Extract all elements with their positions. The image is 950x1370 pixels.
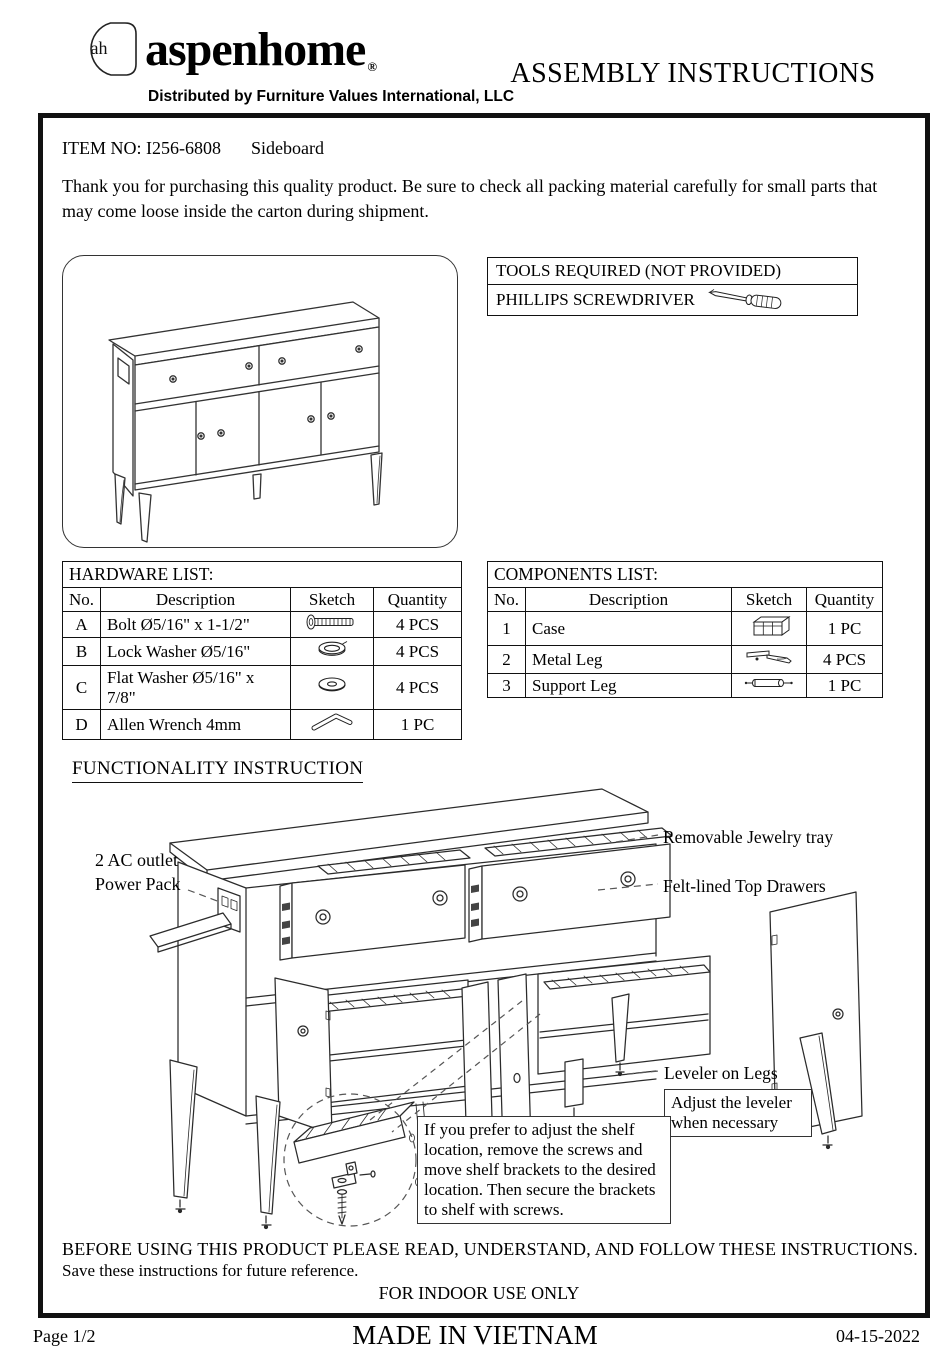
row-quantity: 4 PCS <box>807 646 883 674</box>
row-quantity: 4 PCS <box>374 612 462 638</box>
functionality-heading: FUNCTIONALITY INSTRUCTION <box>72 758 363 783</box>
row-description: Case <box>526 612 732 646</box>
row-description: Support Leg <box>526 674 732 698</box>
item-product: Sideboard <box>250 138 324 158</box>
table-row <box>63 562 462 588</box>
table-row <box>488 674 883 698</box>
col-header: No. <box>63 588 101 612</box>
row-no: D <box>63 710 101 740</box>
support-leg-icon <box>743 675 795 691</box>
table-row <box>488 612 883 646</box>
col-header: Sketch <box>732 588 807 612</box>
brand-wordmark: aspenhome ® <box>145 23 377 76</box>
label-ac-outlet: 2 AC outlet Power Pack <box>95 850 181 894</box>
label-jewelry-tray: Removable Jewelry tray <box>663 827 834 847</box>
made-in-label: MADE IN VIETNAM <box>352 1320 598 1350</box>
case-icon <box>746 613 792 639</box>
table-row <box>488 646 883 674</box>
lock-washer-icon <box>312 639 352 659</box>
page-title: ASSEMBLY INSTRUCTIONS <box>510 58 876 89</box>
row-description: Lock Washer Ø5/16" <box>101 638 291 666</box>
tool-name: PHILLIPS SCREWDRIVER <box>496 290 695 309</box>
col-header: Description <box>526 588 732 612</box>
metal-leg-icon <box>743 647 795 667</box>
row-no: A <box>63 612 101 638</box>
row-no: 2 <box>488 646 526 674</box>
flat-washer-icon <box>312 675 352 695</box>
row-no: C <box>63 666 101 710</box>
page-number: Page 1/2 <box>33 1326 96 1346</box>
screwdriver-icon <box>707 288 787 312</box>
shelf-adjust-note: If you prefer to adjust the shelf location, remove the screws and move shelf brackets to the desired location. Then secure the brackets to shelf with screws. <box>417 1116 671 1224</box>
bolt-icon <box>303 613 361 631</box>
distributor-line: Distributed by Furniture Values International, LLC <box>148 88 515 105</box>
leader-leveler <box>627 1071 659 1074</box>
intro-paragraph: Thank you for purchasing this quality product. Be sure to check all packing material carefully for small parts that may come loose inside the carton during shipment. <box>62 176 878 221</box>
logo-drop-icon <box>75 20 141 82</box>
row-quantity: 4 PCS <box>374 666 462 710</box>
row-quantity: 1 PC <box>807 612 883 646</box>
sketch-cell <box>291 666 374 710</box>
table-row <box>488 258 858 285</box>
col-header: Description <box>101 588 291 612</box>
table-row <box>488 285 858 316</box>
sketch-cell <box>732 674 807 698</box>
row-quantity: 1 PC <box>807 674 883 698</box>
tools-title: TOOLS REQUIRED (NOT PROVIDED) <box>488 258 858 285</box>
tool-item <box>488 285 858 316</box>
table-row <box>488 562 883 588</box>
row-quantity: 1 PC <box>374 710 462 740</box>
adjust-leveler-note: Adjust the leveler when necessary <box>664 1089 812 1137</box>
table-row <box>63 612 462 638</box>
row-description: Metal Leg <box>526 646 732 674</box>
table-row <box>63 638 462 666</box>
components-title: COMPONENTS LIST: <box>488 562 883 588</box>
allen-wrench-icon <box>309 711 355 733</box>
label-felt-drawers: Felt-lined Top Drawers <box>663 876 826 896</box>
row-quantity: 4 PCS <box>374 638 462 666</box>
save-instructions-notice: Save these instructions for future reference. <box>62 1261 359 1280</box>
item-line <box>62 138 324 159</box>
row-no: 3 <box>488 674 526 698</box>
registered-mark-icon: ® <box>367 59 377 74</box>
col-header: Quantity <box>374 588 462 612</box>
row-no: B <box>63 638 101 666</box>
table-row <box>63 588 462 612</box>
col-header: Quantity <box>807 588 883 612</box>
table-row <box>488 588 883 612</box>
sketch-cell <box>732 646 807 674</box>
table-row <box>63 710 462 740</box>
sketch-cell <box>732 612 807 646</box>
product-illustration-box <box>62 255 458 548</box>
hardware-title: HARDWARE LIST: <box>63 562 462 588</box>
col-header: No. <box>488 588 526 612</box>
table-row <box>63 666 462 710</box>
row-description: Flat Washer Ø5/16" x 7/8" <box>101 666 291 710</box>
col-header: Sketch <box>291 588 374 612</box>
hardware-list-table <box>62 561 462 740</box>
row-description: Bolt Ø5/16" x 1-1/2" <box>101 612 291 638</box>
tools-required-table <box>487 257 858 316</box>
sketch-cell <box>291 638 374 666</box>
components-list-table <box>487 561 883 698</box>
revision-date: 04-15-2022 <box>836 1326 920 1346</box>
indoor-use-notice: FOR INDOOR USE ONLY <box>378 1283 580 1303</box>
sketch-cell <box>291 612 374 638</box>
before-using-notice: BEFORE USING THIS PRODUCT PLEASE READ, UNDERSTAND, AND FOLLOW THESE INSTRUCTIONS. <box>62 1239 918 1259</box>
item-number: ITEM NO: I256-6808 <box>62 138 221 158</box>
label-leveler: Leveler on Legs <box>664 1063 778 1083</box>
row-description: Allen Wrench 4mm <box>101 710 291 740</box>
row-no: 1 <box>488 612 526 646</box>
logo-monogram: ah <box>90 38 108 58</box>
sketch-cell <box>291 710 374 740</box>
sideboard-illustration <box>63 256 453 543</box>
aspenhome-logo-mark <box>75 20 141 87</box>
